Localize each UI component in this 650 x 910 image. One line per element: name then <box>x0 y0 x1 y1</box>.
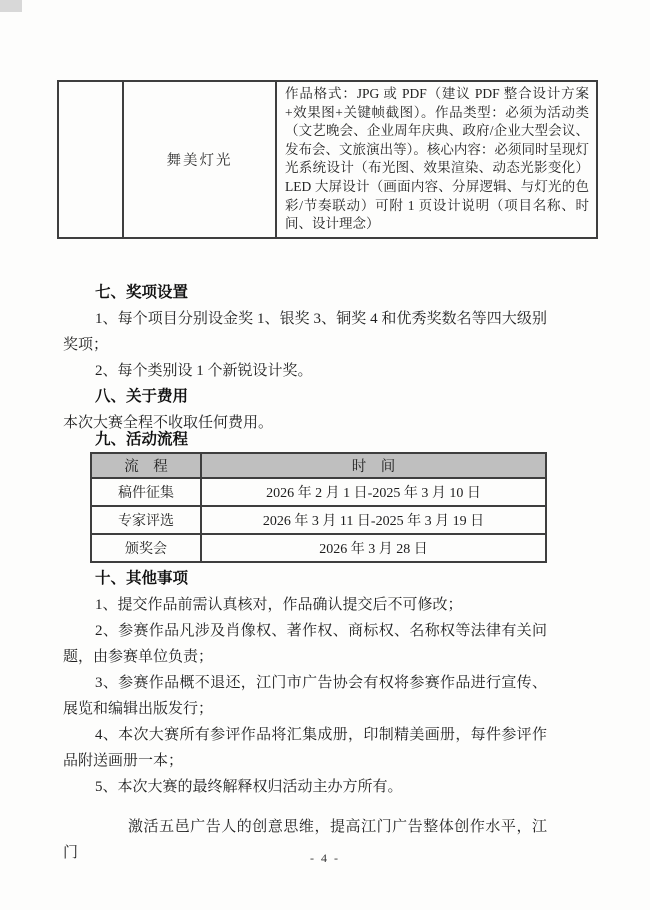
table-cell-category: 舞美灯光 <box>123 81 276 238</box>
table-cell-description: 作品格式：JPG 或 PDF（建议 PDF 整合设计方案+效果图+关键帧截图）。作品类型：必须为活动类（文艺晚会、企业周年庆典、政府/企业大型会议、发布会、文旅演出等）。核心内容：必须同时呈现灯光系统设计（布光图、效果渲染、动态光影变化）LED 大屏设计（画面内容、分屏逻辑、与灯光的色彩/节奏联动）可附 1 页设计说明（项目名称、时间、设计理念） <box>276 81 597 238</box>
section-heading-other: 十、其他事项 <box>95 570 189 587</box>
schedule-header-time: 时 间 <box>201 453 546 478</box>
schedule-cell-stage: 颁奖会 <box>91 534 201 562</box>
fees-body: 本次大赛全程不收取任何费用。 <box>63 415 274 431</box>
section-other-matters <box>63 566 547 800</box>
other-item-4: 4、本次大赛所有参评作品将汇集成册，印制精美画册，每件参评作品附送画册一本； <box>63 727 547 769</box>
sections-awards-fees <box>63 280 547 436</box>
schedule-cell-time: 2026 年 3 月 28 日 <box>201 534 546 562</box>
section-heading-schedule: 九、活动流程 <box>95 431 189 448</box>
schedule-row-collection <box>91 478 546 506</box>
table-cell-index <box>58 81 123 238</box>
awards-item-2: 2、每个类别设 1 个新锐设计奖。 <box>95 363 313 379</box>
awards-item-1: 1、每个项目分别设金奖 1、银奖 3、铜奖 4 和优秀奖数名等四大级别奖项； <box>63 311 547 353</box>
section-heading-awards: 七、奖项设置 <box>95 284 189 301</box>
section-heading-fees: 八、关于费用 <box>95 388 189 405</box>
schedule-cell-time: 2026 年 3 月 11 日-2025 年 3 月 19 日 <box>201 506 546 534</box>
schedule-header-row <box>91 453 546 478</box>
other-item-5: 5、本次大赛的最终解释权归活动主办方所有。 <box>95 779 403 795</box>
schedule-cell-stage: 稿件征集 <box>91 478 201 506</box>
schedule-row-judging <box>91 506 546 534</box>
table-row <box>58 81 597 238</box>
schedule-row-ceremony <box>91 534 546 562</box>
schedule-table <box>90 452 547 563</box>
closing-paragraph: 激活五邑广告人的创意思维，提高江门广告整体创作水平，江门 <box>63 819 547 861</box>
schedule-cell-stage: 专家评选 <box>91 506 201 534</box>
schedule-header-process: 流 程 <box>91 453 201 478</box>
page-number: - 4 - <box>310 851 340 865</box>
other-item-3: 3、参赛作品概不退还，江门市广告协会有权将参赛作品进行宣传、展览和编辑出版发行； <box>63 675 547 717</box>
entry-category-table <box>57 80 598 239</box>
other-item-1: 1、提交作品前需认真核对，作品确认提交后不可修改； <box>95 597 463 613</box>
schedule-cell-time: 2026 年 2 月 1 日-2025 年 3 月 10 日 <box>201 478 546 506</box>
other-item-2: 2、参赛作品凡涉及肖像权、著作权、商标权、名称权等法律有关问题，由参赛单位负责； <box>63 623 547 665</box>
scan-artifact <box>0 0 22 12</box>
section-schedule <box>63 427 547 453</box>
